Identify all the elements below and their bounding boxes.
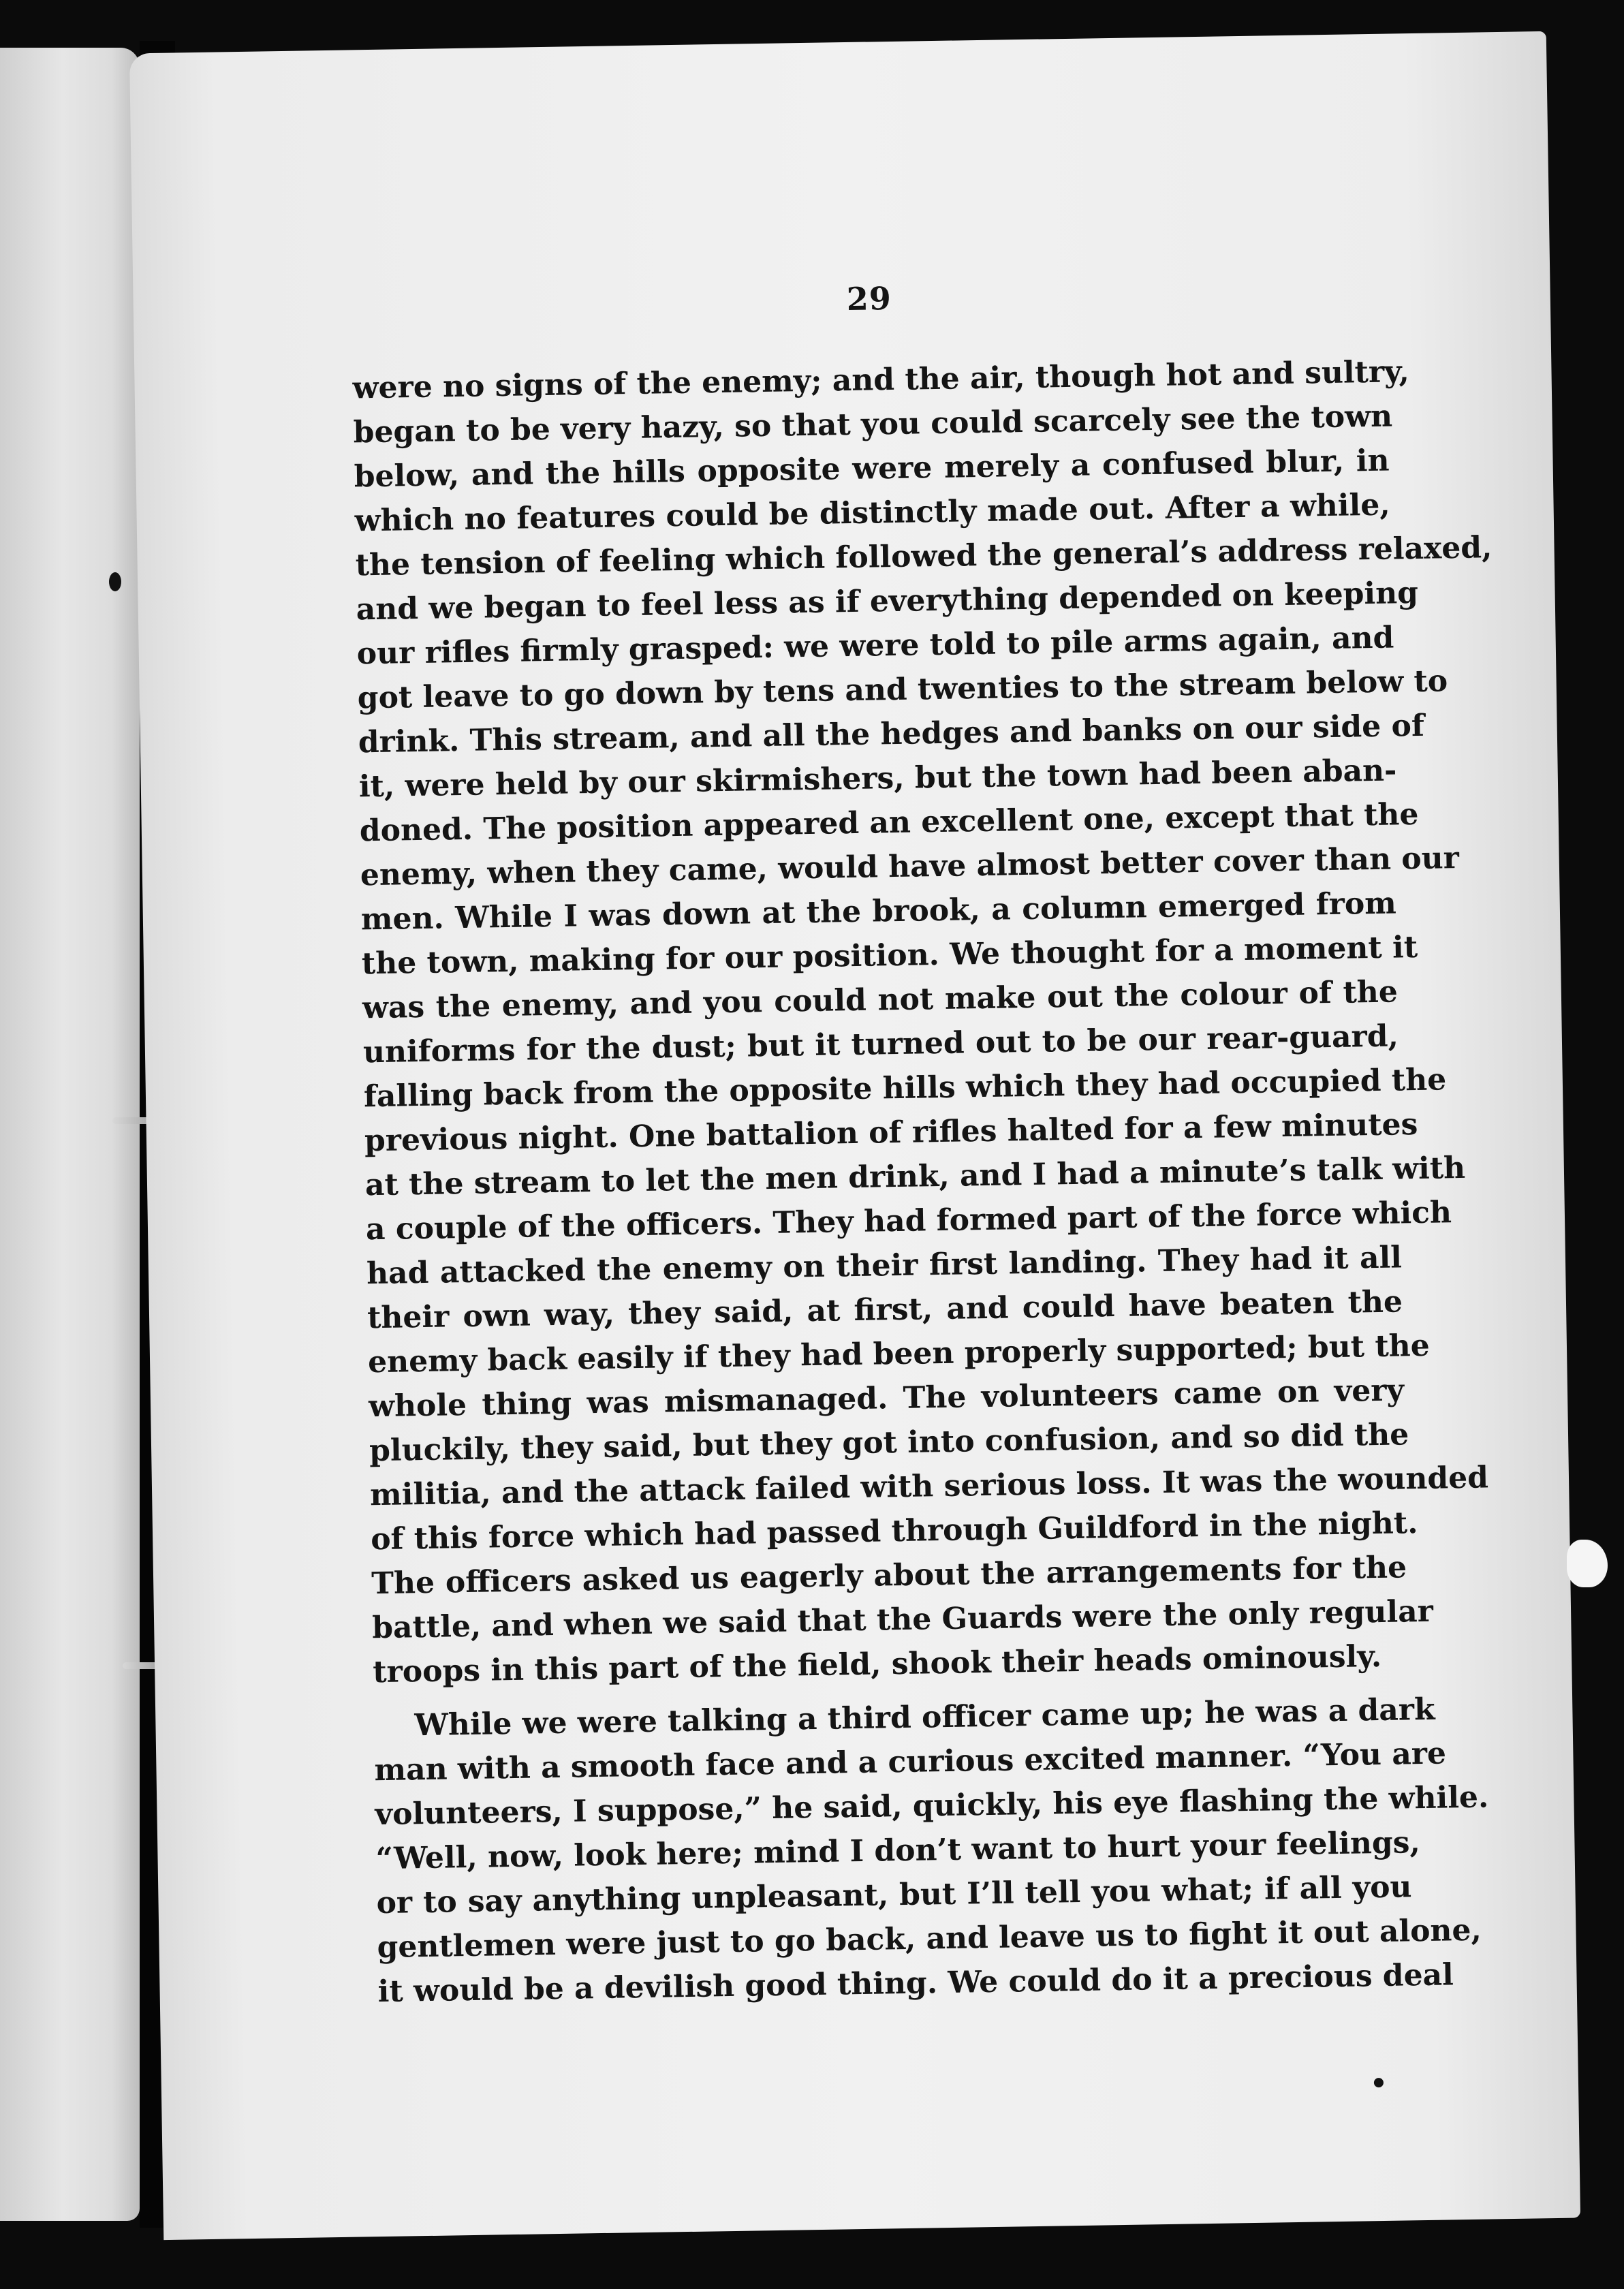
text-line: their own way, they said, at first, and could have beaten the xyxy=(366,1284,1403,1336)
book-page xyxy=(129,31,1580,2240)
text-line: men. While I was down at the brook, a column emerged from xyxy=(360,886,1397,937)
ink-dot xyxy=(1374,2078,1384,2087)
text-line: had attacked the enemy on their first landing. They had it all xyxy=(366,1240,1403,1292)
text-line: uniforms for the dust; but it turned out to be our rear-guard, xyxy=(362,1018,1399,1070)
text-line: troops in this part of the field, shook their heads ominously. xyxy=(372,1638,1382,1690)
text-line: drink. This stream, and all the hedges and banks on our side of xyxy=(358,708,1425,760)
text-line: enemy back easily if they had been properly supported; but the xyxy=(367,1328,1431,1380)
text-line: “Well, now, look here; mind I don’t want to hurt your feelings, xyxy=(375,1825,1421,1877)
text-line: doned. The position appeared an excellent one, except that the xyxy=(359,796,1419,849)
page-number: 29 xyxy=(846,280,892,318)
text-line: the town, making for our position. We thought for a moment it xyxy=(361,929,1418,982)
paragraph-2 xyxy=(373,1687,1489,2014)
text-line: of this force which had passed through Guildford in the night. xyxy=(370,1506,1418,1557)
text-line: falling back from the opposite hills which they had occupied the xyxy=(363,1062,1447,1115)
text-line: man with a smooth face and a curious excited manner. “You are xyxy=(374,1736,1447,1788)
text-line: whole thing was mismanaged. The volunteers came on very xyxy=(368,1373,1405,1424)
text-line: or to say anything unpleasant, but I’ll tell you what; if all you xyxy=(376,1869,1412,1921)
text-line: gentlemen were just to go back, and leave us to fight it out alone, xyxy=(377,1912,1482,1965)
text-line: began to be very hazy, so that you could scarcely see the town xyxy=(353,399,1393,450)
text-line: was the enemy, and you could not make out the colour of the xyxy=(362,974,1399,1026)
text-line: The officers asked us eagerly about the arrangements for the xyxy=(371,1550,1407,1602)
text-line: enemy, when they came, would have almost better cover than our xyxy=(360,841,1460,893)
text-line: militia, and the attack failed with serious loss. It was the wounded xyxy=(369,1460,1489,1513)
text-line: battle, and when we said that the Guards were the only regular xyxy=(371,1593,1434,1646)
text-line: our rifles firmly grasped: we were told to pile arms again, and xyxy=(356,620,1394,672)
text-line: at the stream to let the men drink, and I had a minute’s talk with xyxy=(364,1150,1466,1203)
text-line: previous night. One battalion of rifles halted for a few minutes xyxy=(364,1107,1418,1159)
text-line: it would be a devilish good thing. We could do it a precious deal xyxy=(377,1957,1454,2010)
facing-page-edge xyxy=(0,48,140,2221)
text-line: pluckily, they said, but they got into confusion, and so did the xyxy=(369,1417,1409,1469)
paper-speck xyxy=(1567,1540,1608,1587)
text-line: While we were talking a third officer came up; he was a dark xyxy=(414,1692,1435,1743)
text-line: below, and the hills opposite were merely a confused blur, in xyxy=(354,443,1390,495)
text-line: a couple of the officers. They had formed part of the force which xyxy=(365,1195,1452,1247)
text-line: and we began to feel less as if everything depended on keeping xyxy=(356,575,1419,627)
text-line: got leave to go down by tens and twenties to the stream below to xyxy=(357,664,1448,716)
text-line: it, were held by our skirmishers, but the town had been aban- xyxy=(358,753,1397,805)
text-line: which no features could be distinctly made out. After a while, xyxy=(354,487,1390,539)
text-line: the tension of feeling which followed the general’s address relaxed, xyxy=(355,530,1493,583)
page-text xyxy=(351,272,1493,2014)
margin-mark xyxy=(109,572,121,591)
text-line: were no signs of the enemy; and the air, though hot and sultry, xyxy=(352,354,1410,406)
paragraph-1 xyxy=(352,350,1493,1695)
text-line: volunteers, I suppose,” he said, quickly, his eye flashing the while. xyxy=(375,1779,1489,1833)
